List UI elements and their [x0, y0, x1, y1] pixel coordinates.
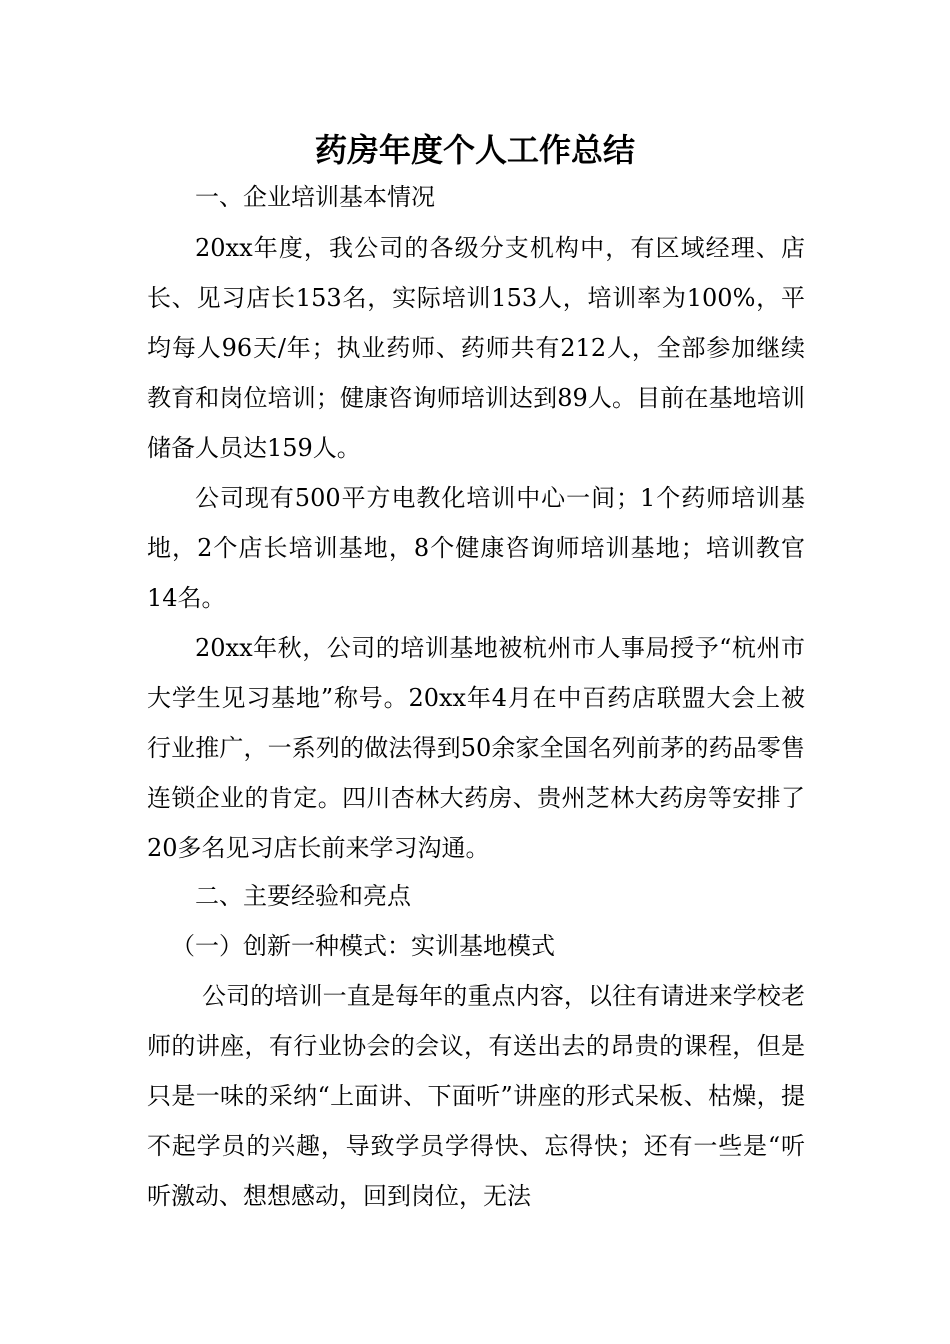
- document-title: 药房年度个人工作总结: [314, 131, 635, 169]
- section-heading-2: 二、主要经验和亮点: [195, 882, 411, 910]
- paragraph-training-facilities: 公司现有500平方电教化培训中心一间；1个药师培训基地，2个店长培训基地，8个健康咨询师培训基地；培训教官14名。: [147, 484, 805, 612]
- section-heading-1: 一、企业培训基本情况: [195, 183, 435, 211]
- paragraph-training-honors: 20xx年秋，公司的培训基地被杭州市人事局授予“杭州市大学生见习基地”称号。20xx年4月在中百药店联盟大会上被行业推广，一系列的做法得到50余家全国名列前茅的药品零售连锁企业的肯定。四川杏林大药房、贵州芝林大药房等安排了20多名见习店长前来学习沟通。: [147, 634, 805, 862]
- paragraph-training-overview: 20xx年度，我公司的各级分支机构中，有区域经理、店长、见习店长153名，实际培训153人，培训率为100%，平均每人96天/年；执业药师、药师共有212人，全部参加继续教育和岗位培训；健康咨询师培训达到89人。目前在基地培训储备人员达159人。: [147, 234, 805, 462]
- paragraph-training-model: 公司的培训一直是每年的重点内容，以往有请进来学校老师的讲座，有行业协会的会议，有送出去的昂贵的课程，但是只是一味的采纳“上面讲、下面听”讲座的形式呆板、枯燥，提不起学员的兴趣，导致学员学得快、忘得快；还有一些是“听听激动、想想感动，回到岗位，无法: [147, 982, 805, 1210]
- subsection-heading-1: （一）创新一种模式：实训基地模式: [171, 932, 555, 960]
